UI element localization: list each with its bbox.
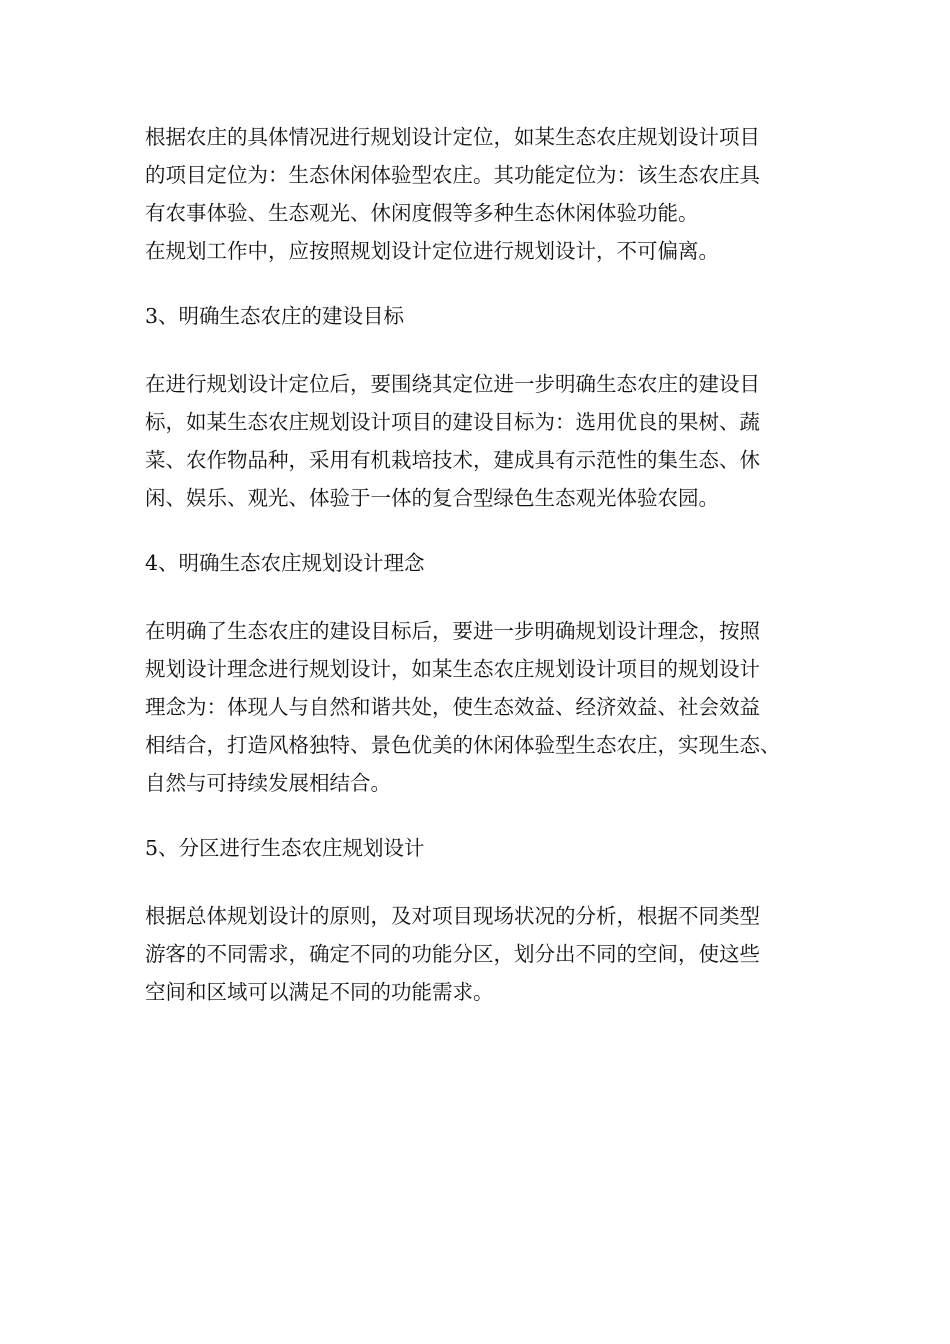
text-line: 游客的不同需求，确定不同的功能分区，划分出不同的空间，使这些 [145, 942, 760, 966]
paragraph-positioning [145, 118, 810, 232]
text-line: 理念为：体现人与自然和谐共处，使生态效益、经济效益、社会效益 [145, 695, 760, 719]
text-line: 在规划工作中，应按照规划设计定位进行规划设计，不可偏离。 [145, 239, 719, 263]
text-line: 空间和区域可以满足不同的功能需求。 [145, 980, 494, 1004]
text-line: 菜、农作物品种，采用有机栽培技术，建成具有示范性的集生态、休 [145, 448, 760, 472]
paragraph-construction-goal [145, 365, 810, 517]
text-line: 标，如某生态农庄规划设计项目的建设目标为：选用优良的果树、蔬 [145, 410, 760, 434]
text-line: 的项目定位为：生态休闲体验型农庄。其功能定位为：该生态农庄具 [145, 163, 760, 187]
document-body [145, 118, 810, 1011]
paragraph-design-concept [145, 612, 810, 802]
text-line: 自然与可持续发展相结合。 [145, 771, 391, 795]
paragraph-zoning [145, 897, 810, 1011]
text-line: 规划设计理念进行规划设计，如某生态农庄规划设计项目的规划设计 [145, 657, 760, 681]
text-line: 根据总体规划设计的原则，及对项目现场状况的分析，根据不同类型 [145, 904, 760, 928]
section-heading-4: 4、明确生态农庄规划设计理念 [145, 551, 425, 575]
section-heading-5: 5、分区进行生态农庄规划设计 [145, 836, 425, 860]
text-line: 根据农庄的具体情况进行规划设计定位，如某生态农庄规划设计项目 [145, 125, 760, 149]
section-heading-3: 3、明确生态农庄的建设目标 [145, 304, 405, 328]
text-line: 闲、娱乐、观光、体验于一体的复合型绿色生态观光体验农园。 [145, 486, 719, 510]
text-line: 相结合，打造风格独特、景色优美的休闲体验型生态农庄，实现生态、 [145, 733, 781, 757]
text-line: 在进行规划设计定位后，要围绕其定位进一步明确生态农庄的建设目 [145, 372, 760, 396]
paragraph-planning-work [145, 232, 810, 270]
text-line: 有农事体验、生态观光、休闲度假等多种生态休闲体验功能。 [145, 201, 699, 225]
text-line: 在明确了生态农庄的建设目标后，要进一步明确规划设计理念，按照 [145, 619, 760, 643]
